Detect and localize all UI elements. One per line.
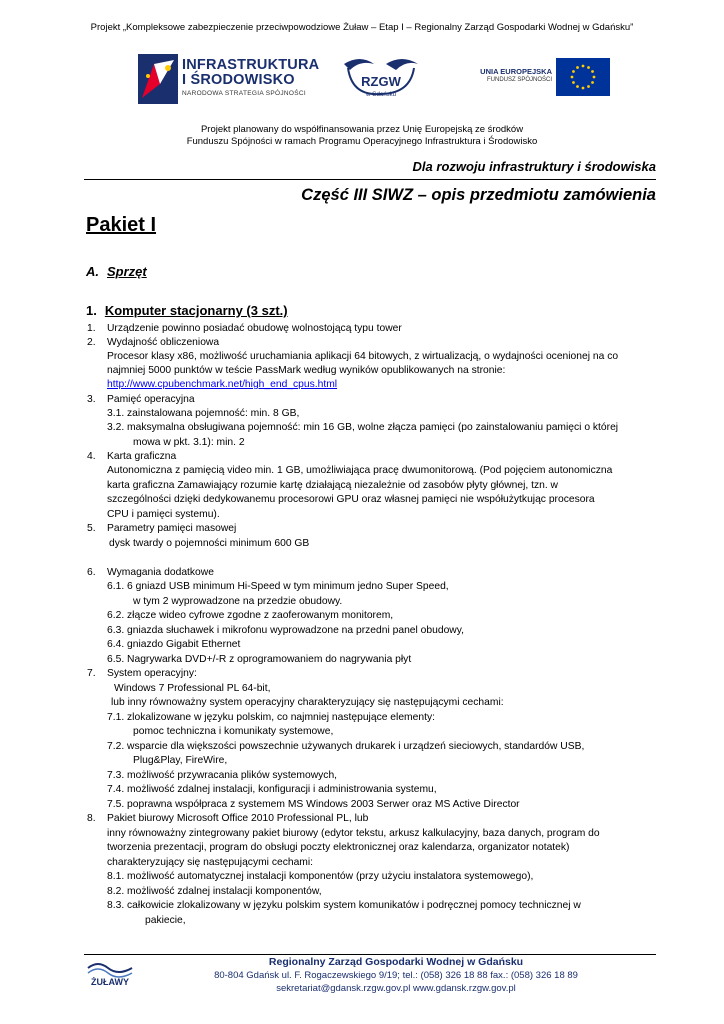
list-number: 2. xyxy=(87,337,96,348)
footer-org-name: Regionalny Zarząd Gospodarki Wodnej w Gdańsku xyxy=(268,956,524,968)
eu-star-icon xyxy=(572,70,575,73)
list-item: Parametry pamięci masowej xyxy=(107,523,237,534)
header-divider xyxy=(84,179,656,180)
list-item: inny równoważny zintegrowany pakiet biurowy (edytor tekstu, arkusz kalkulacyjny, baza danych, program do xyxy=(107,828,600,839)
package-title: Pakiet I xyxy=(86,214,157,236)
eu-star-icon xyxy=(582,65,585,68)
list-item: Autonomiczna z pamięcią video min. 1 GB, umożliwiająca pracę dwumonitorową. (Pod pojęciem autonomiczna xyxy=(107,465,613,476)
logo-is-line1: INFRASTRUKTURA xyxy=(182,57,320,73)
list-item: 3.1. zainstalowana pojemność: min. 8 GB, xyxy=(107,408,300,419)
list-item: 6.2. złącze wideo cyfrowe zgodne z zaoferowanym monitorem, xyxy=(107,610,394,621)
list-item: lub inny równoważny system operacyjny charakteryzujący się następującymi cechami: xyxy=(111,697,504,708)
zulawy-logo-text: ŻUŁAWY xyxy=(91,977,129,987)
list-item: System operacyjny: xyxy=(107,668,197,679)
list-item: mowa w pkt. 3.1): min. 2 xyxy=(133,437,245,448)
list-item: dysk twardy o pojemności minimum 600 GB xyxy=(109,538,310,549)
list-number: 5. xyxy=(87,523,96,534)
list-item: Wydajność obliczeniowa xyxy=(107,337,220,348)
cofinancing-note xyxy=(0,124,724,148)
list-item: Pakiet biurowy Microsoft Office 2010 Professional PL, lub xyxy=(107,813,369,824)
logo-is-line2: I ŚRODOWISKO xyxy=(182,72,295,88)
eu-star-icon xyxy=(572,81,575,84)
item-number: 1. xyxy=(86,303,97,318)
logo-bar xyxy=(0,54,724,106)
part-title: Część III SIWZ – opis przedmiotu zamówienia xyxy=(301,186,656,204)
list-item: tworzenia prezentacji, program do obsługi poczty elektronicznej oraz kalendarza, organizator notatek) xyxy=(107,842,570,853)
slogan: Dla rozwoju infrastruktury i środowiska xyxy=(412,159,656,174)
section-letter: A. xyxy=(86,264,99,279)
rzgw-logo-icon xyxy=(340,56,422,102)
list-item: 7.3. możliwość przywracania plików systemowych, xyxy=(107,770,338,781)
eu-star-icon xyxy=(576,66,579,69)
eu-star-icon xyxy=(591,81,594,84)
cofinancing-line1: Projekt planowany do współfinansowania przez Unię Europejską ze środków xyxy=(200,124,524,135)
list-item: pomoc techniczna i komunikaty systemowe, xyxy=(133,726,334,737)
list-item: Urządzenie powinno posiadać obudowę wolnostojącą typu tower xyxy=(107,323,402,334)
section-heading xyxy=(86,264,147,279)
list-item: 8.2. możliwość zdalnej instalacji komponentów, xyxy=(107,886,322,897)
item-heading xyxy=(86,303,288,318)
list-number: 6. xyxy=(87,567,96,578)
list-item: 7.2. wsparcie dla większości powszechnie używanych drukarek i urządzeń sieciowych, standardów USB, xyxy=(107,741,585,752)
rzgw-logo-subtext: w Gdańsku xyxy=(365,92,397,98)
section-label: Sprzęt xyxy=(107,264,147,279)
list-item: 3.2. maksymalna obsługiwana pojemność: min 16 GB, wolne złącza pamięci (po zainstalowaniu pamięci o której xyxy=(107,422,619,433)
list-item: 7.1. zlokalizowane w języku polskim, co najmniej następujące elementy: xyxy=(107,712,435,723)
eu-star-icon xyxy=(593,76,596,79)
list-item: CPU i pamięci systemu). xyxy=(107,509,220,520)
list-number: 8. xyxy=(87,813,96,824)
list-item: Procesor klasy x86, możliwość uruchamiania aplikacji 64 bitowych, z wirtualizacją, o wydajności ocenionej na co xyxy=(107,351,619,362)
footer-address: 80-804 Gdańsk ul. F. Rogaczewskiego 9/19; tel.: (058) 326 18 88 fax.: (058) 326 18 89 xyxy=(214,970,578,981)
item-label: Komputer stacjonarny (3 szt.) xyxy=(104,303,288,318)
list-number: 7. xyxy=(87,668,96,679)
list-item: najmniej 5000 punktów w teście PassMark według wyników opublikowanych na stronie: xyxy=(107,365,506,376)
list-item: Windows 7 Professional PL 64-bit, xyxy=(114,683,271,694)
list-item: Plug&Play, FireWire, xyxy=(133,755,228,766)
rzgw-logo-text: RZGW xyxy=(361,74,401,89)
list-item: charakteryzujący się następującymi cechami: xyxy=(107,857,314,868)
footer-contact: sekretariat@gdansk.rzgw.gov.pl www.gdansk.rzgw.gov.pl xyxy=(276,983,516,994)
eu-line2: FUNDUSZ SPÓJNOŚCI xyxy=(486,77,552,83)
cofinancing-line2: Funduszu Spójności w ramach Programu Operacyjnego Infrastruktura i Środowisko xyxy=(186,136,538,147)
list-item: 6.1. 6 gniazd USB minimum Hi-Speed w tym minimum jedno Super Speed, xyxy=(107,581,449,592)
eu-star-icon xyxy=(576,85,579,88)
eu-star-icon xyxy=(587,85,590,88)
infrastruktura-logo-text xyxy=(182,58,319,97)
footer-divider xyxy=(84,954,656,955)
list-item: 7.4. możliwość zdalnej instalacji, konfiguracji i administrowania systemu, xyxy=(107,784,437,795)
infrastruktura-logo-icon xyxy=(138,54,178,104)
list-item: w tym 2 wyprowadzone na przedzie obudowy. xyxy=(133,596,343,607)
eu-flag-icon xyxy=(556,58,610,96)
passmark-link[interactable]: http://www.cpubenchmark.net/high_end_cpus.html xyxy=(107,379,338,390)
zulawy-logo-icon xyxy=(86,958,134,988)
list-item: 8.1. możliwość automatycznej instalacji komponentów (przy użyciu instalatora systemowego), xyxy=(107,871,534,882)
project-header-line: Projekt „Kompleksowe zabezpieczenie przeciwpowodziowe Żuław – Etap I – Regionalny Zarząd Gospodarki Wodnej w Gdańsku” xyxy=(90,22,634,33)
eu-star-icon xyxy=(582,87,585,90)
list-number: 4. xyxy=(87,451,96,462)
list-item: 7.5. poprawna współpraca z systemem MS Windows 2003 Serwer oraz MS Active Director xyxy=(107,799,520,810)
list-number: 3. xyxy=(87,394,96,405)
logo-is-subtitle: NARODOWA STRATEGIA SPÓJNOŚCI xyxy=(182,90,306,97)
eu-line1: UNIA EUROPEJSKA xyxy=(480,67,552,76)
eu-star-icon xyxy=(587,66,590,69)
list-item: 6.3. gniazda słuchawek i mikrofonu wyprowadzone na przedni panel obudowy, xyxy=(107,625,464,636)
list-item: 6.5. Nagrywarka DVD+/-R z oprogramowaniem do nagrywania płyt xyxy=(107,654,412,665)
list-item: pakiecie, xyxy=(145,915,186,926)
list-item: 8.3. całkowicie zlokalizowany w języku polskim system komunikatów i podręcznej pomocy technicznej w xyxy=(107,900,581,911)
list-item: szczególności dzięki dedykowanemu procesorowi GPU oraz własnej pamięci nie współużytkując procesora xyxy=(107,494,595,505)
eu-star-icon xyxy=(571,76,574,79)
eu-text xyxy=(476,67,552,83)
list-item: karta graficzna Zamawiający rozumie kartę działającą niezależnie od zasobów płyty głównej, tzn. w xyxy=(107,480,558,491)
eu-star-icon xyxy=(591,70,594,73)
list-item: 6.4. gniazdo Gigabit Ethernet xyxy=(107,639,241,650)
list-number: 1. xyxy=(87,323,96,334)
list-item: Wymagania dodatkowe xyxy=(107,567,214,578)
list-item: Pamięć operacyjna xyxy=(107,394,195,405)
list-item: Karta graficzna xyxy=(107,451,177,462)
